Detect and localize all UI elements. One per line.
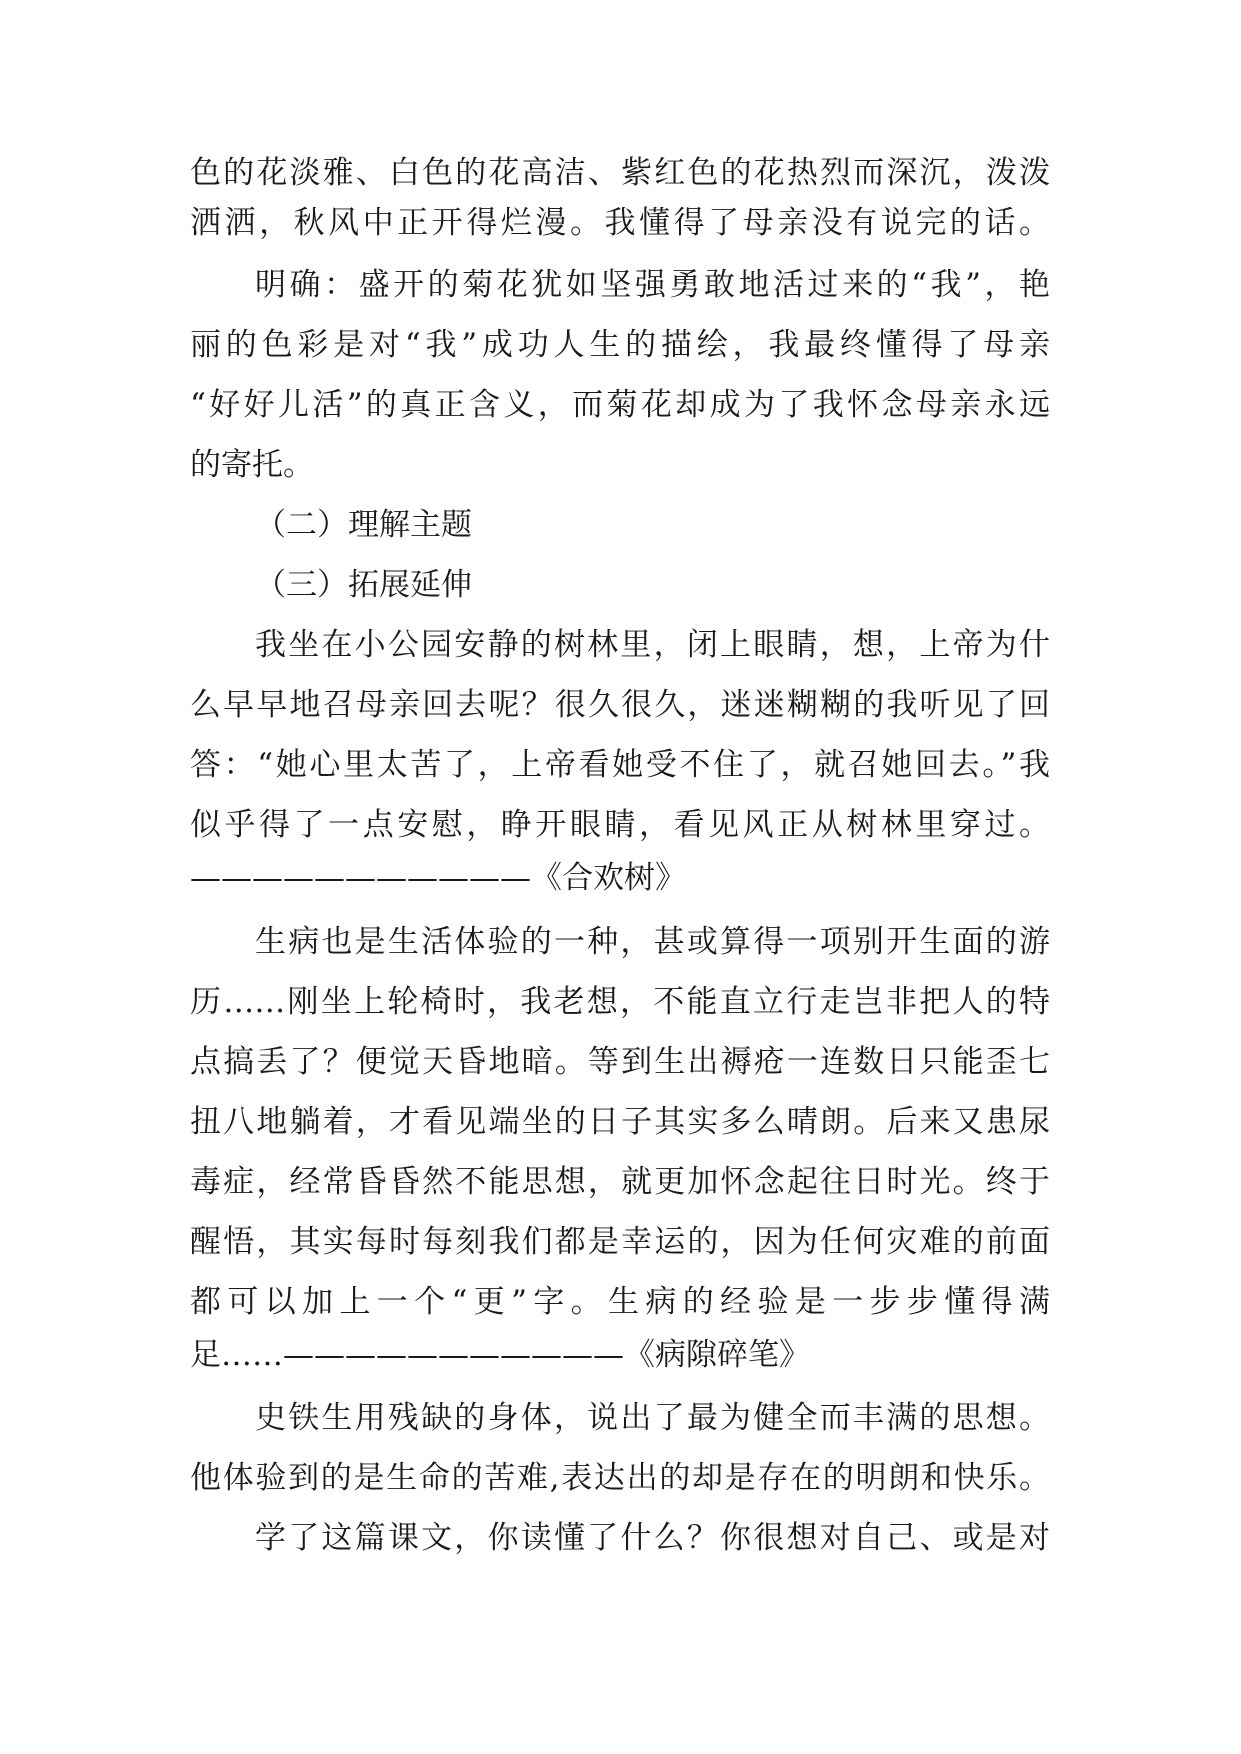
quote-line: 我坐在小公园安静的树林里，闭上眼睛，想，上帝为什: [255, 627, 1050, 663]
text-line: 明确：盛开的菊花犹如坚强勇敢地活过来的“我”，艳: [255, 267, 1050, 303]
text-line: “好好儿活”的真正含义，而菊花却成为了我怀念母亲永远: [190, 387, 1050, 423]
text-line: 丽的色彩是对“我”成功人生的描绘，我最终懂得了母亲: [190, 327, 1050, 363]
text-line: 的寄托。: [190, 447, 314, 483]
text-line: 色的花淡雅、白色的花高洁、紫红色的花热烈而深沉，泼泼: [190, 155, 1050, 191]
quote-line: 生病也是生活体验的一种，甚或算得一项别开生面的游: [255, 924, 1050, 960]
quote-line: 答：“她心里太苦了，上帝看她受不住了，就召她回去。”我: [190, 747, 1050, 783]
quote-source: ———————————《合欢树》: [190, 860, 686, 896]
section-heading: （二）理解主题: [255, 507, 472, 543]
text-line: 他体验到的是生命的苦难,表达出的却是存在的明朗和快乐。: [190, 1460, 1050, 1496]
quote-line: 么早早地召母亲回去呢？很久很久，迷迷糊糊的我听见了回: [190, 687, 1050, 723]
text-line: 学了这篇课文，你读懂了什么？你很想对自己、或是对: [255, 1520, 1050, 1556]
quote-line: 似乎得了一点安慰，睁开眼睛，看见风正从树林里穿过。: [190, 807, 1050, 843]
text-line: 洒洒，秋风中正开得烂漫。我懂得了母亲没有说完的话。: [190, 205, 1050, 241]
quote-line: 毒症，经常昏昏然不能思想，就更加怀念起往日时光。终于: [190, 1164, 1050, 1200]
text-line: 史铁生用残缺的身体，说出了最为健全而丰满的思想。: [255, 1400, 1050, 1436]
section-heading: （三）拓展延伸: [255, 567, 472, 603]
quote-line: 醒悟，其实每时每刻我们都是幸运的，因为任何灾难的前面: [190, 1224, 1050, 1260]
quote-line: 扭八地躺着，才看见端坐的日子其实多么晴朗。后来又患尿: [190, 1104, 1050, 1140]
quote-line: 都可以加上一个“更”字。生病的经验是一步步懂得满: [190, 1284, 1050, 1320]
quote-line: 历……刚坐上轮椅时，我老想，不能直立行走岂非把人的特: [190, 984, 1050, 1020]
quote-line: 点搞丢了？便觉天昏地暗。等到生出褥疮一连数日只能歪七: [190, 1044, 1050, 1080]
quote-source: 足……———————————《病隙碎笔》: [190, 1337, 810, 1373]
